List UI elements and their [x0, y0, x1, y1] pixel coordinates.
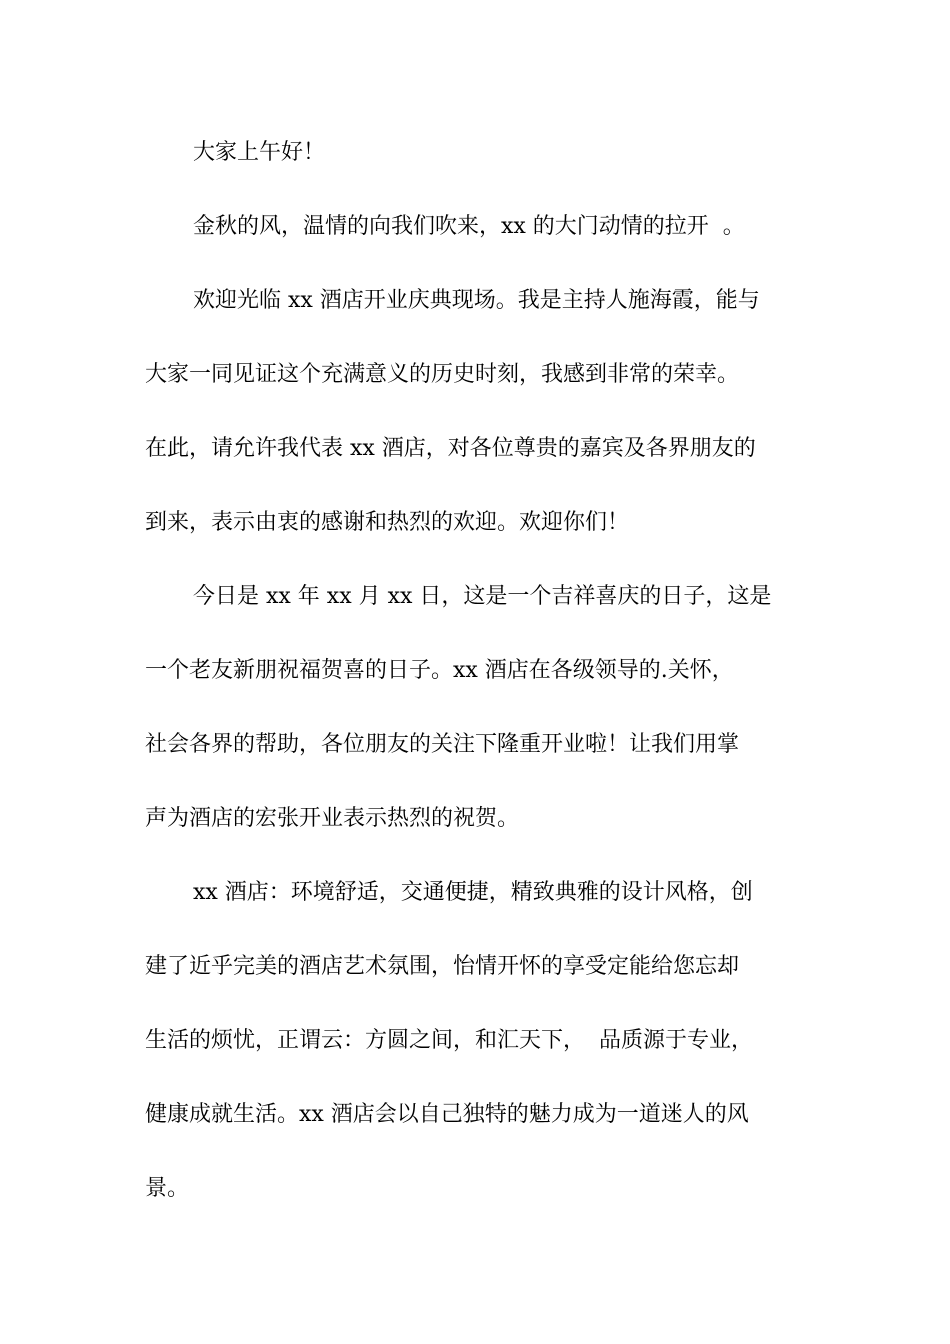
- paragraph-2-line-1: 欢迎光临 xx 酒店开业庆典现场。我是主持人施海霞，能与: [193, 288, 760, 313]
- paragraph-1-line-1: 金秋的风，温情的向我们吹来，xx 的大门动情的拉开 。: [193, 214, 745, 239]
- paragraph-2-line-2: 大家一同见证这个充满意义的历史时刻，我感到非常的荣幸。: [145, 362, 740, 387]
- paragraph-4-line-1: xx 酒店：环境舒适，交通便捷，精致典雅的设计风格，创: [193, 880, 753, 905]
- paragraph-2-line-3: 在此，请允许我代表 xx 酒店，对各位尊贵的嘉宾及各界朋友的: [145, 436, 756, 461]
- paragraph-3-line-1: 今日是 xx 年 xx 月 xx 日，这是一个吉祥喜庆的日子，这是: [193, 584, 772, 609]
- paragraph-4-line-4: 健康成就生活。xx 酒店会以自己独特的魅力成为一道迷人的风: [145, 1102, 749, 1127]
- paragraph-4-line-2: 建了近乎完美的酒店艺术氛围，怡情开怀的享受定能给您忘却: [145, 954, 740, 979]
- greeting-line: 大家上午好！: [193, 140, 326, 165]
- paragraph-4-line-3: 生活的烦忧，正谓云：方圆之间，和汇天下， 品质源于专业，: [145, 1028, 753, 1053]
- paragraph-3-line-4: 声为酒店的宏张开业表示热烈的祝贺。: [145, 806, 520, 831]
- paragraph-4-line-5: 景。: [145, 1176, 190, 1201]
- paragraph-3-line-2: 一个老友新朋祝福贺喜的日子。xx 酒店在各级领导的.关怀，: [145, 658, 734, 683]
- paragraph-3-line-3: 社会各界的帮助，各位朋友的关注下隆重开业啦！让我们用掌: [145, 732, 740, 757]
- paragraph-2-line-4: 到来，表示由衷的感谢和热烈的欢迎。欢迎你们！: [145, 510, 630, 535]
